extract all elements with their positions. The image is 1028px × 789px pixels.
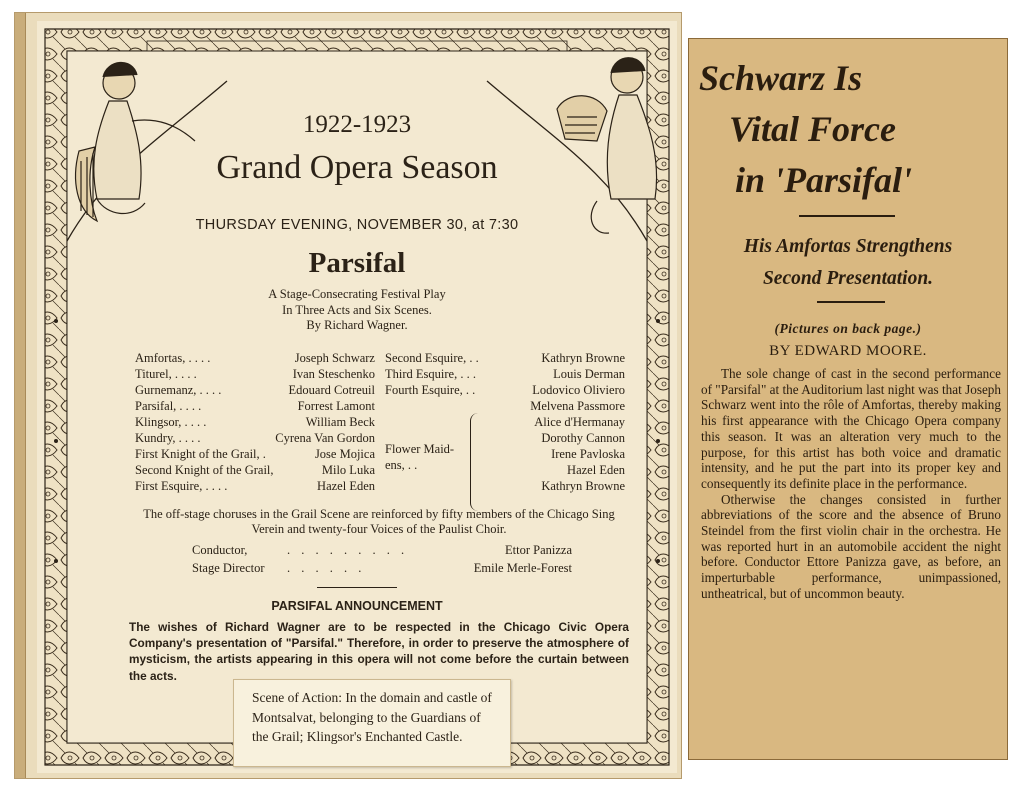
cast-singer: Jose Mojica bbox=[314, 447, 375, 461]
cast-role: Third Esquire, . . . bbox=[385, 367, 476, 381]
cast-singer: Milo Luka bbox=[321, 463, 375, 477]
cast-role: Second Knight of the Grail, bbox=[135, 463, 274, 477]
program-content bbox=[37, 21, 677, 773]
cast-row bbox=[135, 415, 625, 431]
flower-maiden: Irene Pavloska bbox=[551, 447, 625, 461]
scene-of-action-text: Scene of Action: In the domain and castle of Montsalvat, belonging to the Guardians of the Grail; Klingsor's Enchanted Castle. bbox=[252, 690, 492, 744]
cast-role: Kundry, . . . . bbox=[135, 431, 201, 445]
cast-singer: Kathryn Browne bbox=[541, 351, 625, 365]
announcement-body: The wishes of Richard Wagner are to be respected in the Chicago Civic Opera Company's presentation of "Parsifal." Therefore, in order to preserve the atmosphere of mysticism, the artists appearing in this opera will not come before the curtain between the acts. bbox=[129, 620, 629, 683]
flower-maidens-label-line: Flower Maid- bbox=[385, 442, 455, 456]
leader-dots: . . . . . . bbox=[287, 561, 366, 575]
scene-of-action-clipping bbox=[233, 679, 511, 767]
subheadline bbox=[689, 231, 1007, 295]
cast-row bbox=[135, 399, 625, 415]
pictures-note: (Pictures on back page.) bbox=[774, 321, 922, 336]
cast-singer: Forrest Lamont bbox=[297, 399, 375, 413]
cast-singer: Joseph Schwarz bbox=[294, 351, 375, 365]
flower-maiden: Hazel Eden bbox=[567, 463, 625, 477]
cast-role: First Esquire, . . . . bbox=[135, 479, 228, 493]
staff-role: Stage Director bbox=[192, 561, 265, 575]
article-paragraph: The sole change of cast in the second performance of "Parsifal" at the Auditorium last night was that Joseph Schwarz went into the rôle of Amfortas, thereby making his first appearance with the Chicago Opera company this season. It was an alteration very much to the purpose, for this artist has both voice and dramatic intensity, and he put the part into its proper key and consequently its definite place in the performance. bbox=[701, 366, 1001, 491]
flower-maiden: Alice d'Hermanay bbox=[534, 415, 625, 429]
subheadline-line: His Amfortas Strengthens bbox=[743, 236, 953, 257]
announcement-title: PARSIFAL ANNOUNCEMENT bbox=[271, 599, 443, 613]
cast-singer: William Beck bbox=[305, 415, 375, 429]
cast-role: Amfortas, . . . . bbox=[135, 351, 211, 365]
cast-role: Parsifal, . . . . bbox=[135, 399, 202, 413]
cast-singer: Lodovico Oliviero bbox=[532, 383, 625, 397]
staff-role: Conductor, bbox=[192, 543, 248, 557]
cast-singer: Louis Derman bbox=[553, 367, 625, 381]
staff-name: Emile Merle-Forest bbox=[473, 561, 572, 575]
flower-maiden: Melvena Passmore bbox=[530, 399, 625, 413]
cast-singer: Ivan Steschenko bbox=[292, 367, 375, 381]
cast-row bbox=[135, 351, 625, 367]
byline: BY EDWARD MOORE. bbox=[769, 343, 927, 359]
cast-role: First Knight of the Grail, . bbox=[135, 447, 266, 461]
headline bbox=[699, 53, 1003, 206]
article-body bbox=[701, 366, 1001, 602]
staff-name: Ettor Panizza bbox=[505, 543, 572, 557]
flower-maidens-label-line: ens, . . bbox=[385, 458, 418, 472]
divider-rule bbox=[317, 587, 397, 588]
season-years: 1922-1923 bbox=[302, 111, 412, 138]
cast-row bbox=[135, 447, 625, 463]
headline-line: Schwarz Is bbox=[699, 58, 863, 98]
cast-singer: Hazel Eden bbox=[317, 479, 375, 493]
flower-maiden: Kathryn Browne bbox=[541, 479, 625, 493]
subtitle-line: By Richard Wagner. bbox=[306, 318, 408, 332]
subtitle-line: In Three Acts and Six Scenes. bbox=[282, 302, 432, 317]
cast-row bbox=[135, 479, 625, 495]
headline-line: Vital Force bbox=[729, 109, 897, 149]
cast-row bbox=[135, 431, 625, 447]
leader-dots: . . . . . . . . . bbox=[287, 543, 409, 557]
subheadline-line: Second Presentation. bbox=[762, 268, 934, 289]
cast-role: Second Esquire, . . bbox=[385, 351, 479, 365]
cast-row bbox=[135, 463, 625, 479]
article-paragraph: Otherwise the changes consisted in further abbreviations of the score and the absence of Bruno Steindel from the first violin chair in the orchestra. He was reported hurt in an automobile accident the night before. Conductor Ettore Panizza gave, as before, an imperturbable performance, unimpassioned, untheatrical, but of uncommon beauty. bbox=[701, 491, 1001, 601]
cast-row bbox=[135, 383, 625, 399]
chorus-note: The off-stage choruses in the Grail Scene are reinforced by fifty members of the Chicago Sing Verein and twenty-four Voices of the Paulist Choir. bbox=[143, 507, 615, 536]
opera-title: Parsifal bbox=[308, 247, 406, 279]
divider-rule bbox=[799, 215, 895, 217]
cast-singer: Cyrena Van Gordon bbox=[275, 431, 375, 445]
flower-maidens-label bbox=[385, 441, 454, 473]
divider-rule bbox=[817, 301, 885, 303]
cast-singer: Edouard Cotreuil bbox=[288, 383, 375, 397]
program-page-scan bbox=[14, 12, 682, 779]
cast-role: Gurnemanz, . . . . bbox=[135, 383, 222, 397]
season-title: Grand Opera Season bbox=[216, 149, 498, 186]
subtitle-line: A Stage-Consecrating Festival Play bbox=[268, 287, 446, 301]
headline-line: in 'Parsifal' bbox=[735, 160, 913, 200]
brace-bracket bbox=[470, 413, 479, 511]
cast-role: Klingsor, . . . . bbox=[135, 415, 207, 429]
cast-role: Titurel, . . . . bbox=[135, 367, 197, 381]
newspaper-clipping bbox=[688, 38, 1008, 760]
program-page bbox=[37, 21, 677, 773]
performance-date: THURSDAY EVENING, NOVEMBER 30, at 7:30 bbox=[195, 217, 519, 233]
cast-row bbox=[135, 367, 625, 383]
cast-role: Fourth Esquire, . . bbox=[385, 383, 476, 397]
page-binding-edge bbox=[15, 13, 26, 778]
opera-subtitle bbox=[37, 287, 677, 334]
flower-maiden: Dorothy Cannon bbox=[541, 431, 625, 445]
